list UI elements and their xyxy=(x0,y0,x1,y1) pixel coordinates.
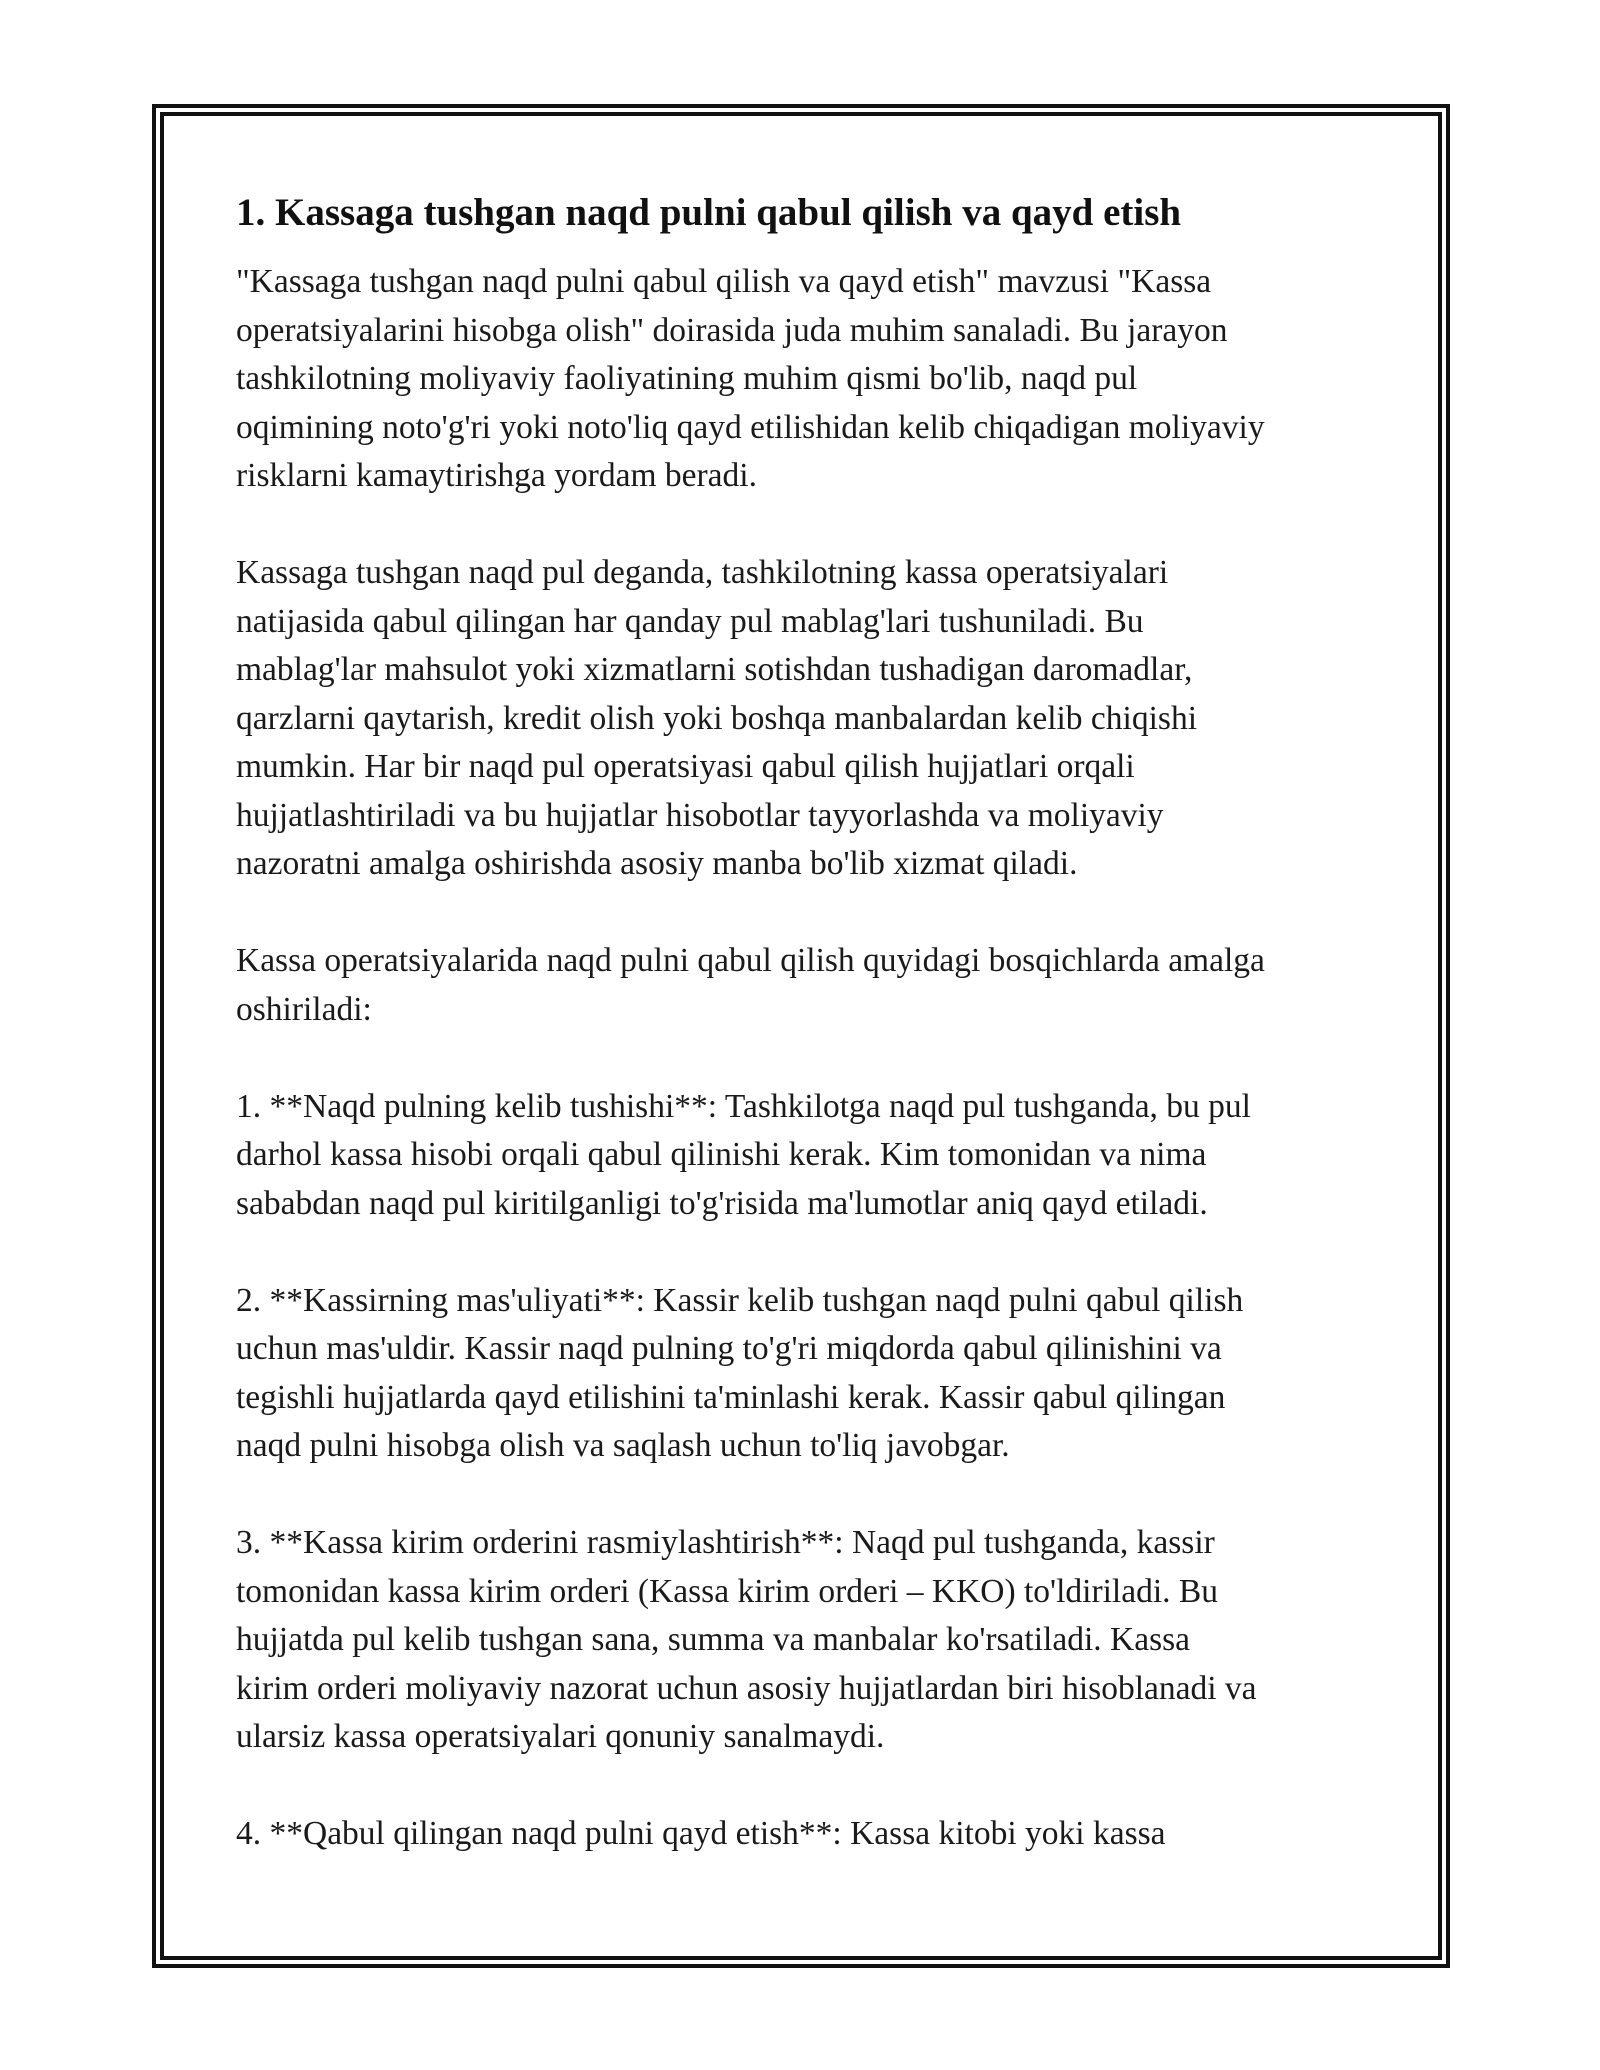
text-line: qarzlarni qaytarish, kredit olish yoki boshqa manbalardan kelib chiqishi xyxy=(236,699,1198,737)
paragraph-intro xyxy=(236,258,1376,501)
text-line: ularsiz kassa operatsiyalari qonuniy sanalmaydi. xyxy=(236,1718,885,1755)
text-line: kirim orderi moliyaviy nazorat uchun asosiy hujjatlardan biri hisoblanadi va xyxy=(236,1669,1257,1707)
paragraph-definition xyxy=(236,549,1376,889)
list-item-4 xyxy=(236,1810,1376,1859)
text-line: "Kassaga tushgan naqd pulni qabul qilish va qayd etish" mavzusi "Kassa xyxy=(236,263,1212,300)
list-item-3 xyxy=(236,1519,1376,1762)
text-line: tomonidan kassa kirim orderi (Kassa kirim orderi – KKO) to'ldiriladi. Bu xyxy=(236,1572,1219,1610)
list-item-1 xyxy=(236,1083,1376,1229)
text-line: 2. **Kassirning mas'uliyati**: Kassir kelib tushgan naqd pulni qabul qilish xyxy=(236,1281,1244,1319)
text-line: 1. **Naqd pulning kelib tushishi**: Tashkilotga naqd pul tushganda, bu pul xyxy=(236,1087,1251,1125)
list-item-2 xyxy=(236,1277,1376,1471)
paragraph-stages-intro xyxy=(236,937,1376,1034)
document-body xyxy=(236,184,1376,1859)
text-line: tashkilotning moliyaviy faoliyatining muhim qismi bo'lib, naqd pul xyxy=(236,360,1138,397)
text-line: oqimining noto'g'ri yoki noto'liq qayd etilishidan kelib chiqadigan moliyaviy xyxy=(236,408,1265,446)
text-line: tegishli hujjatlarda qayd etilishini ta'minlashi kerak. Kassir qabul qilingan xyxy=(236,1378,1226,1416)
text-line: Kassaga tushgan naqd pul deganda, tashkilotning kassa operatsiyalari xyxy=(236,554,1169,591)
text-line: nazoratni amalga oshirishda asosiy manba bo'lib xizmat qiladi. xyxy=(236,845,1078,882)
text-line: natijasida qabul qilingan har qanday pul mablag'lari tushuniladi. Bu xyxy=(236,602,1144,640)
text-line: darhol kassa hisobi orqali qabul qilinishi kerak. Kim tomonidan va nima xyxy=(236,1136,1207,1173)
text-line: 4. **Qabul qilingan naqd pulni qayd etish**: Kassa kitobi yoki kassa xyxy=(236,1815,1166,1852)
text-line: hujjatda pul kelib tushgan sana, summa va manbalar ko'rsatiladi. Kassa xyxy=(236,1621,1191,1658)
text-line: mablag'lar mahsulot yoki xizmatlarni sotishdan tushadigan daromadlar, xyxy=(236,651,1193,688)
text-line: sababdan naqd pul kiritilganligi to'g'risida ma'lumotlar aniq qayd etiladi. xyxy=(236,1184,1208,1222)
text-line: operatsiyalarini hisobga olish" doirasida juda muhim sanaladi. Bu jarayon xyxy=(236,311,1228,349)
text-line: risklarni kamaytirishga yordam beradi. xyxy=(236,457,757,494)
section-heading: 1. Kassaga tushgan naqd pulni qabul qilish va qayd etish xyxy=(236,191,1182,234)
text-line: 3. **Kassa kirim orderini rasmiylashtirish**: Naqd pul tushganda, kassir xyxy=(236,1524,1215,1561)
text-line: mumkin. Har bir naqd pul operatsiyasi qabul qilish hujjatlari orqali xyxy=(236,748,1135,785)
text-line: hujjatlashtiriladi va bu hujjatlar hisobotlar tayyorlashda va moliyaviy xyxy=(236,796,1164,834)
text-line: Kassa operatsiyalarida naqd pulni qabul qilish quyidagi bosqichlarda amalga xyxy=(236,942,1265,979)
text-line: naqd pulni hisobga olish va saqlash uchun to'liq javobgar. xyxy=(236,1427,1010,1464)
text-line: uchun mas'uldir. Kassir naqd pulning to'g'ri miqdorda qabul qilinishini va xyxy=(236,1330,1222,1367)
text-line: oshiriladi: xyxy=(236,990,372,1028)
